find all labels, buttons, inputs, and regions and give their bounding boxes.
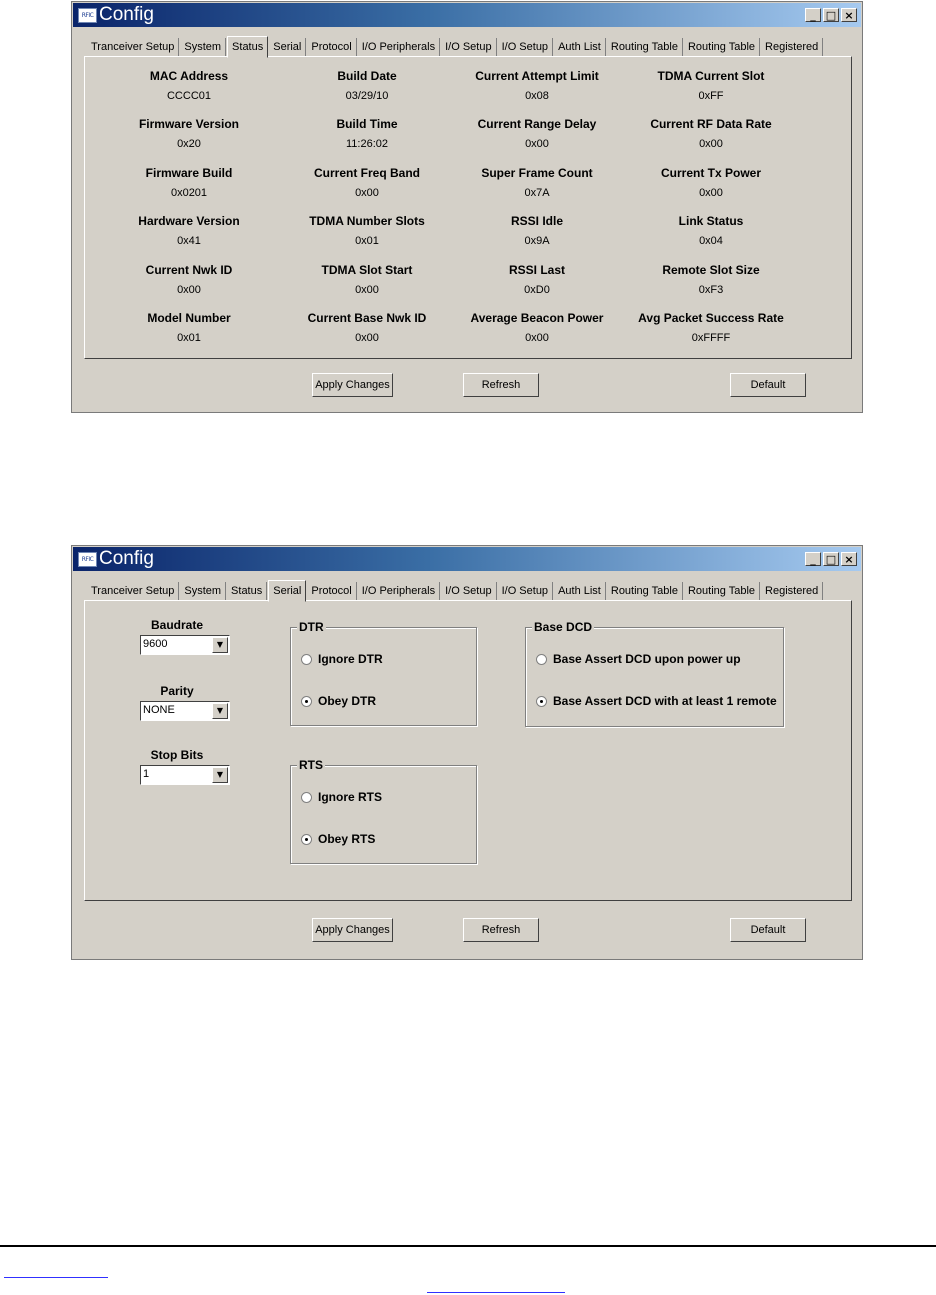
base-dcd-power-up-label: Base Assert DCD upon power up (553, 652, 741, 666)
status-value: 03/29/10 (345, 90, 389, 102)
status-value: 0x00 (525, 138, 549, 150)
status-item (611, 117, 811, 151)
baudrate-select[interactable] (140, 635, 230, 655)
status-label: Firmware Build (145, 166, 233, 180)
base-dcd-option-power-up[interactable] (536, 652, 741, 666)
status-value: 0x00 (699, 138, 723, 150)
parity-label: Parity (160, 684, 194, 698)
tab-tranceiver-setup[interactable]: Tranceiver Setup (87, 38, 179, 57)
chevron-down-icon[interactable]: ▼ (212, 767, 228, 783)
status-label: Current Freq Band (313, 166, 420, 180)
ignore-dtr-label: Ignore DTR (318, 652, 383, 666)
status-label: RSSI Idle (510, 214, 563, 228)
footer-link-underline[interactable] (427, 1292, 565, 1293)
status-value: 0x08 (525, 90, 549, 102)
app-logo-icon: RFIC (78, 8, 97, 23)
status-item (89, 69, 289, 103)
obey-rts-label: Obey RTS (318, 832, 376, 846)
status-label: RSSI Last (508, 263, 565, 277)
footer-link-underline[interactable] (4, 1277, 108, 1278)
status-label: Avg Packet Success Rate (638, 311, 784, 325)
app-logo-icon: RFIC (78, 552, 97, 567)
status-value: 0x00 (355, 332, 379, 344)
status-label: Current Range Delay (477, 117, 597, 131)
radio-checked-icon[interactable] (536, 696, 547, 707)
maximize-icon[interactable]: □ (823, 552, 839, 566)
status-label: MAC Address (149, 69, 229, 83)
dtr-group (290, 620, 477, 726)
title-bar[interactable] (73, 547, 861, 571)
tab-io-setup[interactable]: I/O Setup (441, 38, 496, 57)
close-icon[interactable]: × (841, 8, 857, 22)
stop-bits-value: 1 (143, 768, 150, 780)
status-label: Build Date (337, 69, 397, 83)
chevron-down-icon[interactable]: ▼ (212, 637, 228, 653)
apply-changes-button[interactable]: Apply Changes (312, 373, 393, 397)
window-title: Config (99, 4, 154, 25)
tab-serial[interactable]: Serial (268, 580, 306, 602)
tab-strip (87, 35, 824, 57)
ignore-rts-option[interactable] (301, 790, 382, 804)
ignore-rts-label: Ignore RTS (318, 790, 383, 804)
status-item (437, 117, 637, 151)
obey-rts-option[interactable] (301, 832, 375, 846)
status-item (437, 166, 637, 200)
status-value: 0x41 (177, 235, 201, 247)
status-label: Remote Slot Size (662, 263, 760, 277)
status-value: 0xD0 (524, 284, 550, 296)
status-value: CCCC01 (166, 90, 211, 102)
minimize-icon[interactable]: _ (805, 8, 821, 22)
status-panel (84, 56, 852, 359)
tab-registered[interactable]: Registered (761, 582, 823, 601)
tab-io-setup-2[interactable]: I/O Setup (498, 582, 553, 601)
status-item (437, 263, 637, 297)
stop-bits-select[interactable] (140, 765, 230, 785)
status-value: 0x00 (355, 284, 379, 296)
footer-rule (0, 1245, 936, 1247)
status-value: 0x9A (524, 235, 550, 247)
status-item (611, 311, 811, 345)
config-window-status (71, 1, 863, 413)
tab-io-setup[interactable]: I/O Setup (441, 582, 496, 601)
status-label: Current Attempt Limit (475, 69, 599, 83)
status-item (611, 166, 811, 200)
status-value: 0x00 (525, 332, 549, 344)
window-title: Config (99, 548, 154, 569)
status-item (437, 311, 637, 345)
status-value: 0x00 (177, 284, 201, 296)
status-item (611, 69, 811, 103)
baudrate-label: Baudrate (150, 618, 203, 632)
status-item (89, 117, 289, 151)
radio-checked-icon[interactable] (301, 834, 312, 845)
tab-routing-table-2[interactable]: Routing Table (684, 582, 760, 601)
refresh-button[interactable]: Refresh (463, 373, 539, 397)
rts-group-title: RTS (299, 758, 323, 772)
radio-icon[interactable] (301, 654, 312, 665)
status-label: Super Frame Count (481, 166, 593, 180)
status-value: 0x01 (355, 235, 379, 247)
tab-routing-table-2[interactable]: Routing Table (684, 38, 760, 57)
status-label: TDMA Number Slots (309, 214, 425, 228)
default-button[interactable]: Default (730, 918, 806, 942)
minimize-icon[interactable]: _ (805, 552, 821, 566)
radio-icon[interactable] (536, 654, 547, 665)
chevron-down-icon[interactable]: ▼ (212, 703, 228, 719)
status-value: 0xFFFF (691, 332, 731, 344)
tab-auth-list[interactable]: Auth List (554, 582, 606, 601)
tab-routing-table[interactable]: Routing Table (607, 38, 683, 57)
status-label: Current RF Data Rate (650, 117, 772, 131)
status-value: 0x01 (177, 332, 201, 344)
status-label: TDMA Current Slot (657, 69, 765, 83)
status-item (89, 214, 289, 248)
radio-icon[interactable] (301, 792, 312, 803)
tab-protocol[interactable]: Protocol (307, 38, 356, 57)
tab-status[interactable]: Status (227, 582, 267, 601)
obey-dtr-option[interactable] (301, 694, 376, 708)
rts-group (290, 758, 477, 864)
tab-system[interactable]: System (180, 38, 226, 57)
parity-select[interactable] (140, 701, 230, 721)
status-value: 0x0201 (170, 187, 208, 199)
status-label: Link Status (678, 214, 744, 228)
parity-value: NONE (143, 704, 175, 716)
close-icon[interactable]: × (841, 552, 857, 566)
status-value: 0x20 (177, 138, 201, 150)
status-item (89, 263, 289, 297)
baudrate-value: 9600 (143, 638, 168, 650)
status-value: 0x00 (355, 187, 379, 199)
status-item (611, 263, 811, 297)
base-dcd-option-remote[interactable] (536, 694, 777, 708)
status-value: 0x7A (524, 187, 550, 199)
config-window-serial (71, 545, 863, 960)
status-label: Average Beacon Power (470, 311, 604, 325)
status-item (89, 166, 289, 200)
status-value: 0x04 (699, 235, 723, 247)
serial-panel (84, 600, 852, 901)
status-value: 0xF3 (698, 284, 724, 296)
tab-strip (87, 579, 824, 601)
stop-bits-label: Stop Bits (150, 748, 204, 762)
tab-io-peripherals[interactable]: I/O Peripherals (358, 582, 440, 601)
status-label: Firmware Version (138, 117, 240, 131)
status-label: Build Time (336, 117, 398, 131)
tab-status[interactable]: Status (227, 36, 268, 58)
status-label: Current Tx Power (660, 166, 762, 180)
base-dcd-group (525, 620, 784, 727)
tab-io-setup-2[interactable]: I/O Setup (498, 38, 553, 57)
status-item (89, 311, 289, 345)
tab-io-peripherals[interactable]: I/O Peripherals (358, 38, 440, 57)
obey-dtr-label: Obey DTR (318, 694, 377, 708)
tab-system[interactable]: System (180, 582, 226, 601)
title-bar[interactable] (73, 3, 861, 27)
status-value: 11:26:02 (345, 138, 388, 150)
status-label: TDMA Slot Start (321, 263, 413, 277)
maximize-icon[interactable]: □ (823, 8, 839, 22)
tab-serial[interactable]: Serial (269, 38, 306, 57)
status-value: 0xFF (698, 90, 724, 102)
dtr-group-title: DTR (299, 620, 324, 634)
tab-auth-list[interactable]: Auth List (554, 38, 606, 57)
status-value: 0x00 (699, 187, 723, 199)
refresh-button[interactable]: Refresh (463, 918, 539, 942)
base-dcd-group-title: Base DCD (534, 620, 593, 634)
status-label: Hardware Version (138, 214, 240, 228)
status-label: Current Nwk ID (145, 263, 233, 277)
status-label: Model Number (147, 311, 231, 325)
status-item (437, 214, 637, 248)
tab-routing-table[interactable]: Routing Table (607, 582, 683, 601)
ignore-dtr-option[interactable] (301, 652, 383, 666)
status-item (437, 69, 637, 103)
base-dcd-remote-label: Base Assert DCD with at least 1 remote (553, 694, 777, 708)
tab-tranceiver-setup[interactable]: Tranceiver Setup (87, 582, 179, 601)
status-label: Current Base Nwk ID (307, 311, 427, 325)
radio-checked-icon[interactable] (301, 696, 312, 707)
status-item (611, 214, 811, 248)
tab-protocol[interactable]: Protocol (307, 582, 356, 601)
apply-changes-button[interactable]: Apply Changes (312, 918, 393, 942)
tab-registered[interactable]: Registered (761, 38, 823, 57)
default-button[interactable]: Default (730, 373, 806, 397)
